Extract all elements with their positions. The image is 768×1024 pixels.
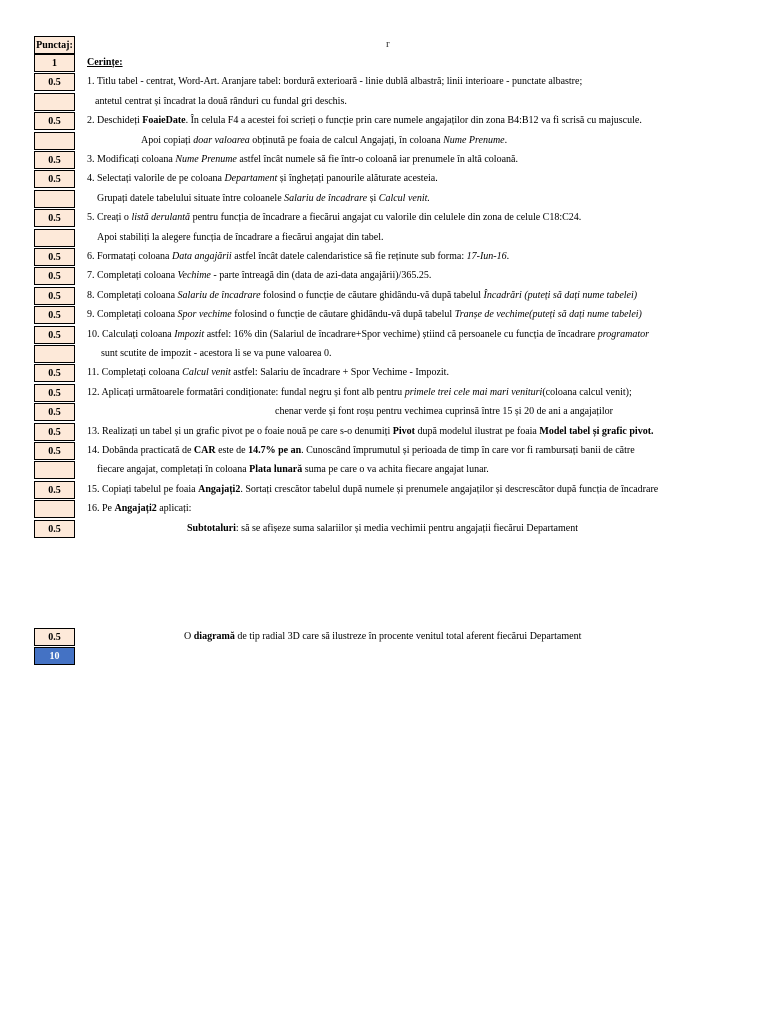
text-segment: primele trei cele mai mari venituri <box>404 386 543 398</box>
text-segment: astfel încât numele să fie într-o coloană iar prenumele în altă coloană. <box>236 154 518 165</box>
text-segment: astfel: 16% din (Salariul de încadrare+Spor vechime) știind că persoanele cu funcția de încadrare <box>204 328 598 340</box>
score-cell[interactable]: 0.5 <box>34 287 75 305</box>
score-cell[interactable]: 0.5 <box>34 248 75 266</box>
text-segment: diagramă <box>193 631 235 642</box>
requirement-text[interactable] <box>87 287 637 305</box>
text-segment: . Cunoscând împrumutul și perioada de timp în care vor fi rambursați banii de către <box>301 445 635 456</box>
text-segment: Pivot <box>392 425 415 437</box>
requirement-text[interactable] <box>187 520 578 538</box>
requirement-text[interactable] <box>87 384 632 402</box>
text-segment: fiecare angajat, completați în coloana <box>97 464 250 476</box>
text-segment: Încadrări (puteți să dați nume tabelei) <box>483 289 638 301</box>
requirement-text[interactable] <box>101 345 331 363</box>
score-cell[interactable]: 0.5 <box>34 481 75 499</box>
text-segment: și <box>367 192 379 204</box>
text-segment: 9. Completați coloana <box>87 309 178 321</box>
text-segment: doar valoarea <box>193 134 250 146</box>
requirement-text[interactable] <box>87 326 649 344</box>
text-segment: Departament <box>224 173 278 185</box>
text-segment: Tranșe de vechime(puteți să dați nume tabelei) <box>454 309 642 321</box>
text-segment: Vechime <box>177 270 211 282</box>
text-segment: Impozit <box>174 328 205 340</box>
score-cell[interactable]: 0.5 <box>34 628 75 646</box>
requirement-text[interactable] <box>95 93 347 111</box>
requirement-text[interactable] <box>87 73 582 91</box>
score-cell[interactable]: 0.5 <box>34 267 75 285</box>
text-segment: 14. Dobânda practicată de <box>87 445 194 456</box>
score-cell[interactable]: 0.5 <box>34 423 75 441</box>
text-segment: astfel încât datele calendaristice să fie reținute sub forma: <box>231 251 467 262</box>
text-segment: . Sortați crescător tabelul după numele și prenumele angajaților și descrescător după funcția de încadrare <box>240 483 659 495</box>
text-segment: 14.7% pe an <box>248 445 302 456</box>
requirement-text[interactable] <box>87 481 658 499</box>
score-cell[interactable]: 0.5 <box>34 151 75 169</box>
requirement-text[interactable] <box>87 500 191 518</box>
requirement-text[interactable] <box>87 209 581 227</box>
text-segment: Spor vechime <box>177 309 232 321</box>
header-mark: r <box>386 38 390 50</box>
text-segment: este de <box>215 445 249 456</box>
text-segment: Nume Prenume <box>443 134 505 146</box>
text-segment: 1. Titlu tabel - centrat, Word-Art. Aranjare tabel: bordură exterioară - linie dublă albastră; linii interioare - punctate albastre; <box>87 76 583 88</box>
text-segment: - parte întreagă din (data de azi-data angajării)/365.25. <box>210 270 432 282</box>
text-segment: 2. Deschideți <box>87 115 143 127</box>
score-cell[interactable]: 0.5 <box>34 306 75 324</box>
text-segment: 13. Realizați un tabel și un grafic pivot pe o foaie nouă pe care s-o denumiți <box>87 425 393 437</box>
total-score-cell[interactable]: 10 <box>34 647 75 665</box>
score-cell[interactable]: 0.5 <box>34 520 75 538</box>
score-cell[interactable]: 0.5 <box>34 364 75 382</box>
requirement-text[interactable] <box>97 461 489 479</box>
text-segment: 5. Creați o <box>87 212 132 224</box>
text-segment: suma pe care o va achita fiecare angajat lunar. <box>302 464 489 476</box>
text-segment: obținută pe foaia de calcul Angajați, în coloana <box>249 134 444 146</box>
requirement-text[interactable] <box>87 267 431 285</box>
text-segment: Apoi stabiliți la alegere funcția de încadrare a fiecărui angajat din tabel. <box>97 231 384 243</box>
text-segment: Angajați2 <box>114 503 157 515</box>
score-cell[interactable]: 0.5 <box>34 112 75 130</box>
score-cell[interactable]: 0.5 <box>34 442 75 460</box>
text-segment: 16. Pe <box>87 503 115 515</box>
requirement-text[interactable] <box>97 229 384 247</box>
requirement-text[interactable] <box>87 364 449 382</box>
requirement-text[interactable] <box>87 151 518 169</box>
text-segment: Calcul venit. <box>378 192 430 204</box>
text-segment: 4. Selectați valorile de pe coloana <box>87 173 225 185</box>
requirement-text[interactable] <box>87 170 438 188</box>
text-segment: . <box>504 134 508 146</box>
text-segment: folosind o funcție de căutare ghidându-vă după tabelul <box>231 309 455 321</box>
text-segment: (coloana calcul venit); <box>542 386 632 398</box>
text-segment: antetul centrat și încadrat la două rânduri cu fundal gri deschis. <box>95 95 347 107</box>
text-segment: și înghețați panourile alăturate acesteia. <box>277 173 438 185</box>
text-segment: Grupați datele tabelului situate între coloanele <box>97 192 285 204</box>
text-segment: listă derulantă <box>131 212 191 224</box>
text-segment: CAR <box>193 445 216 456</box>
text-segment: 8. Completați coloana <box>87 289 178 301</box>
score-header-cell[interactable]: Punctaj: <box>34 36 75 54</box>
score-cell[interactable] <box>34 132 75 150</box>
text-segment: Salariu de încadrare <box>177 289 261 301</box>
requirement-text[interactable] <box>87 442 635 460</box>
requirement-text[interactable] <box>87 306 642 324</box>
score-cell[interactable]: 1 <box>34 54 75 72</box>
text-segment: 11. Completați coloana <box>87 367 183 379</box>
text-segment: FoaieDate <box>142 115 186 127</box>
text-segment: 15. Copiați tabelul pe foaia <box>87 483 199 495</box>
text-segment: pentru funcția de încadrare a fiecărui angajat cu valorile din celulele din zona de celule C18:C24. <box>190 212 582 224</box>
text-segment: după modelul ilustrat pe foaia <box>414 425 540 437</box>
score-cell[interactable] <box>34 500 75 518</box>
diagram-requirement-text[interactable] <box>184 628 581 646</box>
score-cell[interactable] <box>34 345 75 363</box>
score-cell[interactable]: 0.5 <box>34 209 75 227</box>
text-segment: Apoi copiați <box>141 134 194 146</box>
score-cell[interactable]: 0.5 <box>34 170 75 188</box>
text-segment: 10. Calculați coloana <box>87 328 175 340</box>
text-segment: : să se afișeze suma salariilor și media vechimii pentru angajații fiecărui Departament <box>235 522 578 534</box>
requirement-text[interactable] <box>87 54 123 72</box>
requirement-text[interactable] <box>275 403 613 421</box>
text-segment: programator <box>597 328 650 340</box>
text-segment: de tip radial 3D care să ilustreze în procente venitul total aferent fiecărui Departament <box>234 631 582 642</box>
text-segment: aplicați: <box>156 503 192 515</box>
requirement-text[interactable] <box>87 112 642 130</box>
text-segment: O <box>184 631 194 642</box>
text-segment: Cerințe: <box>87 57 123 68</box>
text-segment: Data angajării <box>171 251 232 262</box>
score-cell[interactable] <box>34 190 75 208</box>
score-cell[interactable]: 0.5 <box>34 384 75 402</box>
text-segment: sunt scutite de impozit - acestora li se va pune valoarea 0. <box>101 348 332 359</box>
score-cell[interactable] <box>34 229 75 247</box>
text-segment: Model tabel și grafic pivot. <box>539 425 654 437</box>
score-cell[interactable] <box>34 93 75 111</box>
text-segment: 7. Completați coloana <box>87 270 178 282</box>
requirement-text[interactable] <box>87 423 654 441</box>
text-segment: folosind o funcție de căutare ghidându-vă după tabelul <box>260 289 484 301</box>
text-segment: 17-Iun-16 <box>466 251 507 262</box>
score-cell[interactable]: 0.5 <box>34 73 75 91</box>
text-segment: 3. Modificați coloana <box>87 154 176 165</box>
text-segment: 12. Aplicați următoarele formatări condiționate: fundal negru și font alb pentru <box>87 386 405 398</box>
requirement-text[interactable] <box>97 190 430 208</box>
text-segment: chenar verde și font roșu pentru vechimea cuprinsă între 15 și 20 de ani a angajaților <box>275 406 613 418</box>
score-cell[interactable]: 0.5 <box>34 326 75 344</box>
score-cell[interactable] <box>34 461 75 479</box>
text-segment: Plata lunară <box>249 464 303 476</box>
text-segment: Nume Prenume <box>175 154 237 165</box>
text-segment: 6. Formatați coloana <box>87 251 172 262</box>
text-segment: Subtotaluri <box>187 522 236 534</box>
requirement-text[interactable] <box>141 132 507 150</box>
score-cell[interactable]: 0.5 <box>34 403 75 421</box>
text-segment: . <box>506 251 510 262</box>
requirement-text[interactable] <box>87 248 509 266</box>
text-segment: Angajați2 <box>198 483 241 495</box>
text-segment: . În celula F4 a acestei foi scrieți o funcție prin care numele angajaților din zona B4:B12 va fi scrisă cu majuscule. <box>185 115 642 127</box>
text-segment: Calcul venit <box>182 367 231 379</box>
text-segment: Salariu de încadrare <box>284 192 368 204</box>
text-segment: astfel: Salariu de încadrare + Spor Vechime - Impozit. <box>230 367 449 379</box>
